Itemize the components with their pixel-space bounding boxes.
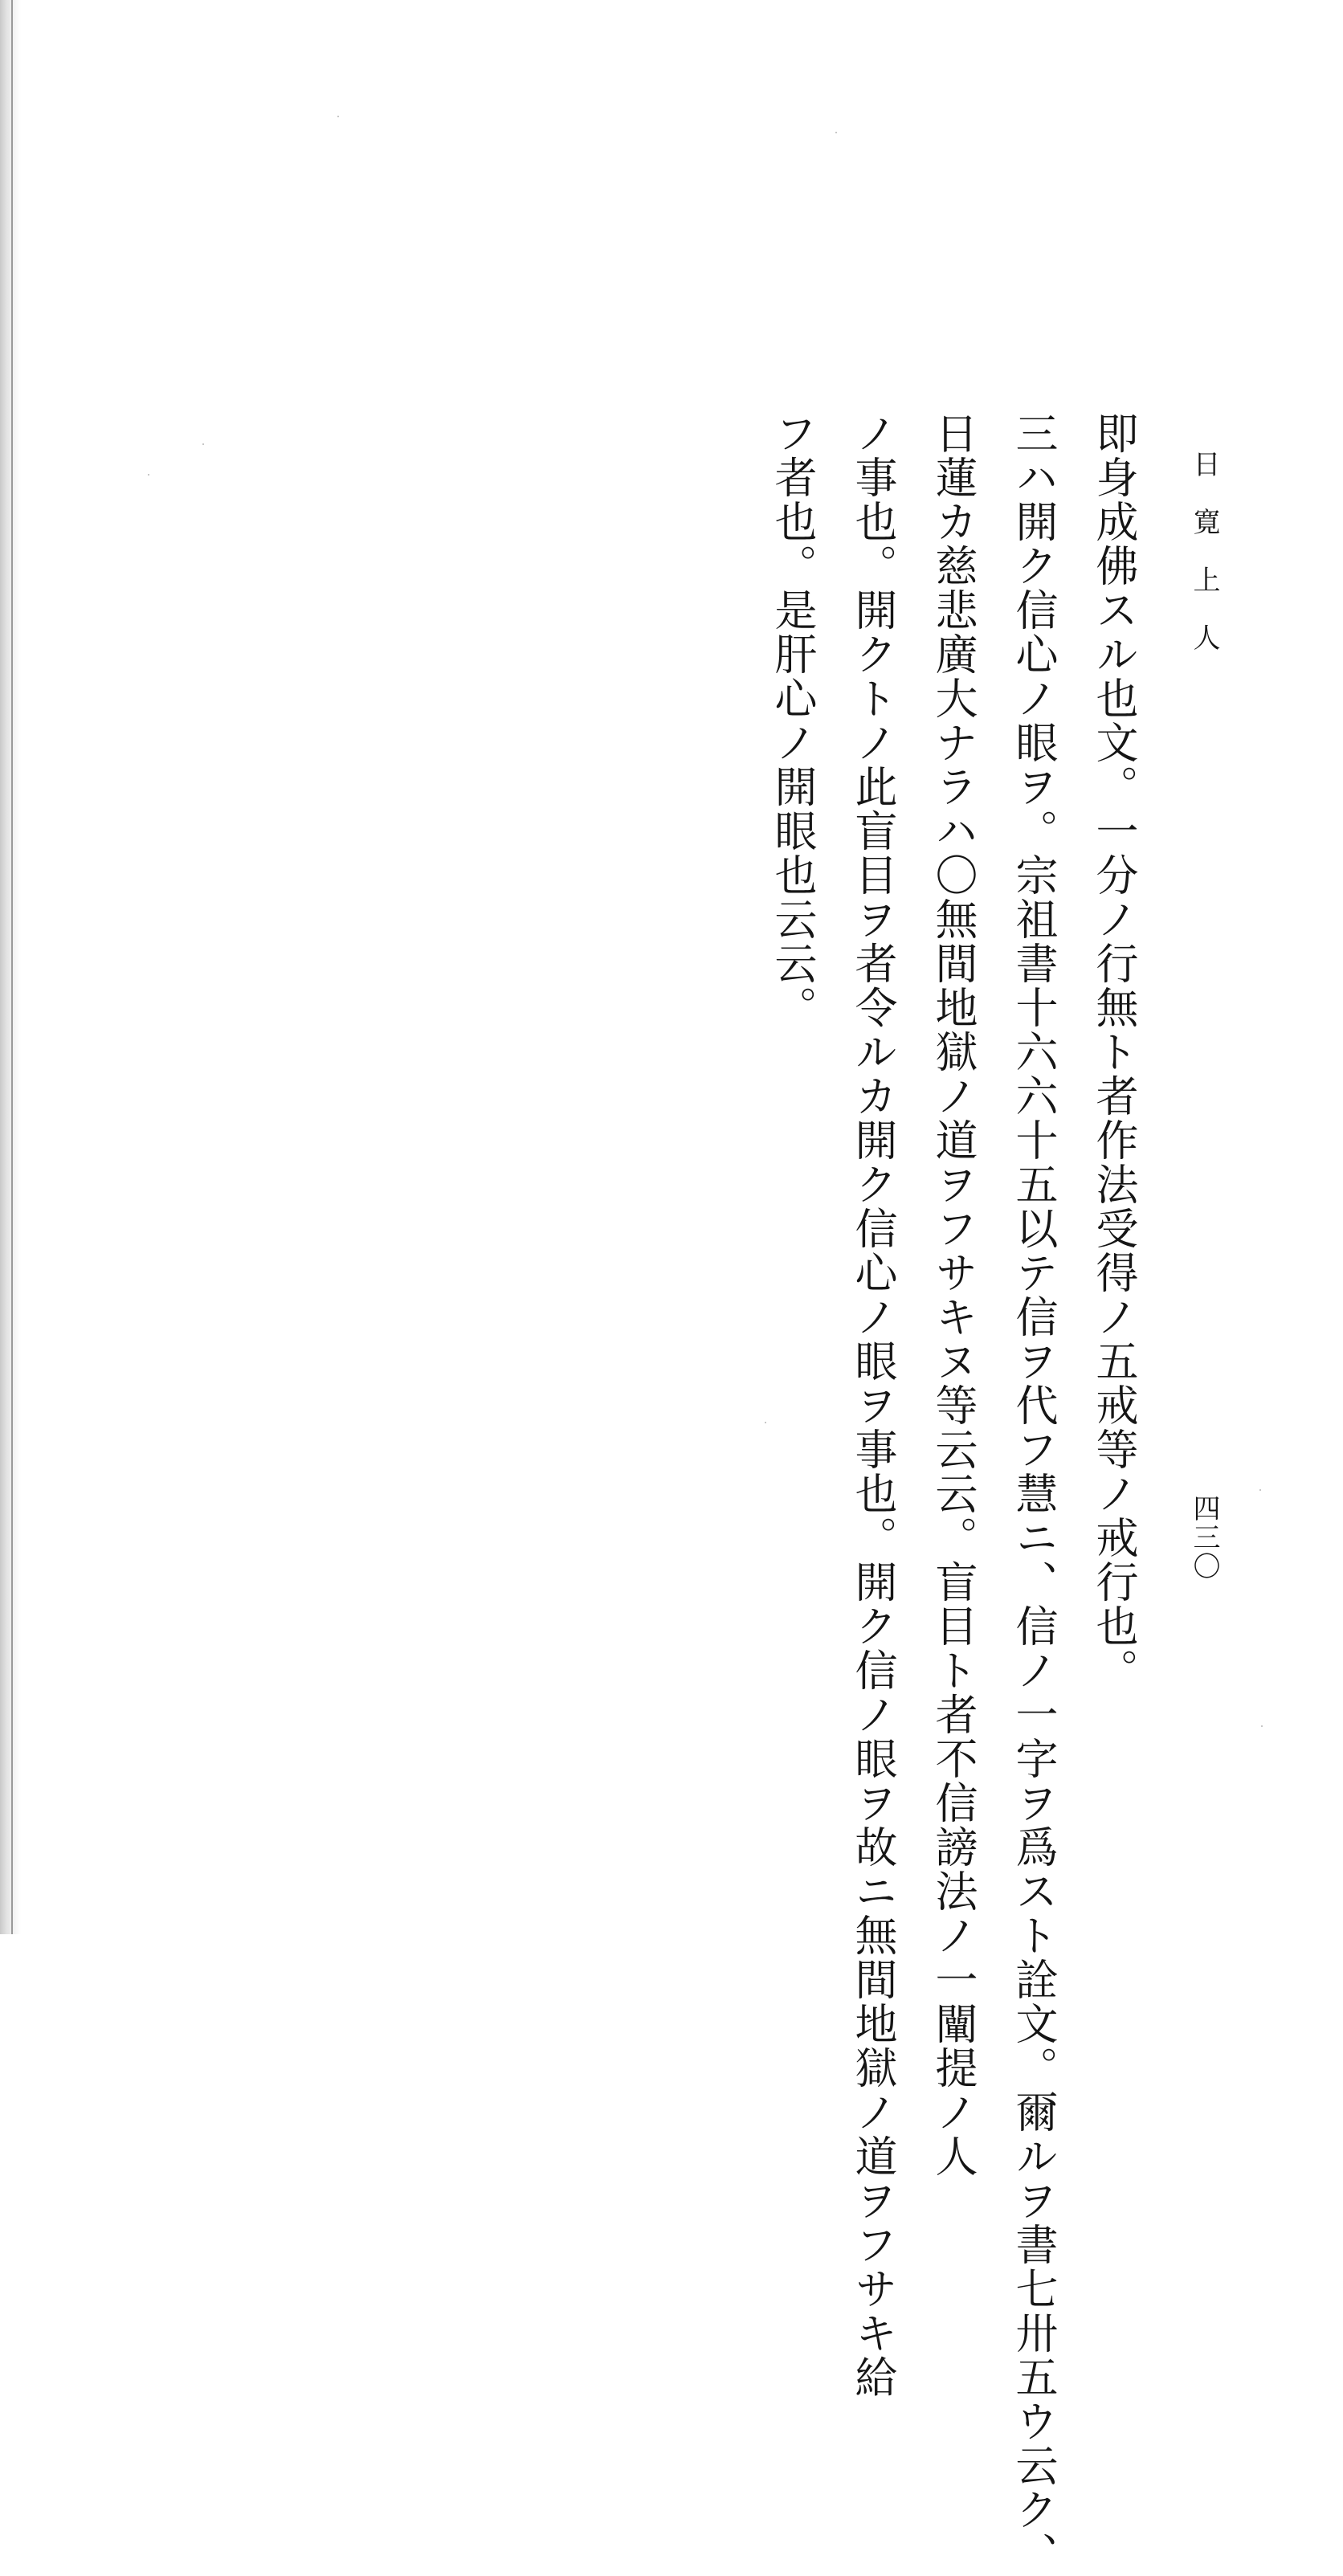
paper-speck: [337, 116, 339, 117]
paper-speck: [1261, 1725, 1263, 1727]
page-binding-shadow: [0, 0, 21, 1934]
paper-speck: [1259, 1489, 1261, 1491]
body-text: [752, 411, 1153, 2576]
paper-speck: [202, 443, 204, 445]
paper-speck: [765, 1422, 766, 1423]
paper-speck: [148, 474, 149, 476]
body-line-3: 日蓮カ慈悲廣大ナラハ〇無間地獄ノ道ヲフサキヌ等云云。盲目ト者不信謗法ノ一闡提ノ人: [929, 411, 978, 2178]
body-line-1: 即身成佛スル也文。一分ノ行無ト者作法受得ノ五戒等ノ戒行也。: [1089, 411, 1138, 1692]
running-head: 日寛上人: [1188, 450, 1220, 681]
page-binding-line: [11, 0, 13, 1934]
page-number: 四三〇: [1188, 1494, 1220, 1581]
paper-speck: [835, 132, 837, 133]
body-line-5: フ者也。是肝心ノ開眼也云云。: [768, 411, 817, 1030]
body-line-4: ノ事也。開クトノ此盲目ヲ者令ルカ開ク信心ノ眼ヲ事也。開ク信ノ眼ヲ故ニ無間地獄ノ道ヲフサキ給: [848, 411, 897, 2399]
body-line-2: 三ハ開ク信心ノ眼ヲ。宗祖書十六六十五以テ信ヲ代フ慧ニ、信ノ一字ヲ爲スト詮文。爾ルヲ書七卅五ウ云ク、: [1009, 411, 1058, 2576]
